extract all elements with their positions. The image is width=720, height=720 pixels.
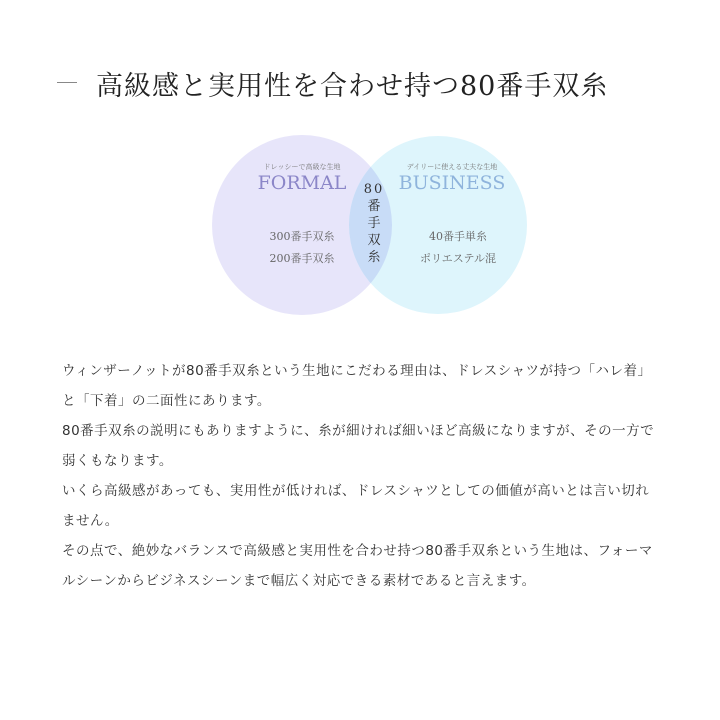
paragraph: いくら高級感があっても、実用性が低ければ、ドレスシャツとしての価値が高いとは言い切れません。 xyxy=(62,483,650,529)
business-items xyxy=(378,226,538,270)
formal-item: 200番手双糸 xyxy=(269,252,335,265)
overlap-char: 80 xyxy=(363,182,385,197)
formal-item: 300番手双糸 xyxy=(269,230,335,243)
overlap-char: 手 xyxy=(367,216,381,231)
overlap-label xyxy=(363,181,385,266)
business-heading: BUSINESS xyxy=(398,172,506,194)
overlap-char: 双 xyxy=(367,233,381,248)
overlap-char: 糸 xyxy=(367,250,381,265)
business-item: ポリエステル混 xyxy=(419,252,496,265)
overlap-char: 番 xyxy=(367,199,381,214)
title-text: 高級感と実用性を合わせ持つ80番手双糸 xyxy=(96,71,609,102)
paragraph: ウィンザーノットが80番手双糸という生地にこだわる理由は、ドレスシャツが持つ「ハレ着」と「下着」の二面性にあります。 xyxy=(62,363,652,409)
formal-heading: FORMAL xyxy=(257,172,347,194)
business-caption: デイリーに使える丈夫な生地 xyxy=(406,163,498,171)
formal-caption: ドレッシーで高級な生地 xyxy=(263,163,341,171)
paragraph: 80番手双糸の説明にもありますように、糸が細ければ細いほど高級になりますが、その一方で弱くもなります。 xyxy=(62,423,655,469)
body-text xyxy=(62,356,662,596)
formal-items xyxy=(222,226,382,270)
paragraph: その点で、絶妙なバランスで高級感と実用性を合わせ持つ80番手双糸という生地は、フォーマルシーンからビジネスシーンまで幅広く対応できる素材であると言えます。 xyxy=(62,543,653,589)
business-item: 40番手単糸 xyxy=(429,230,487,243)
